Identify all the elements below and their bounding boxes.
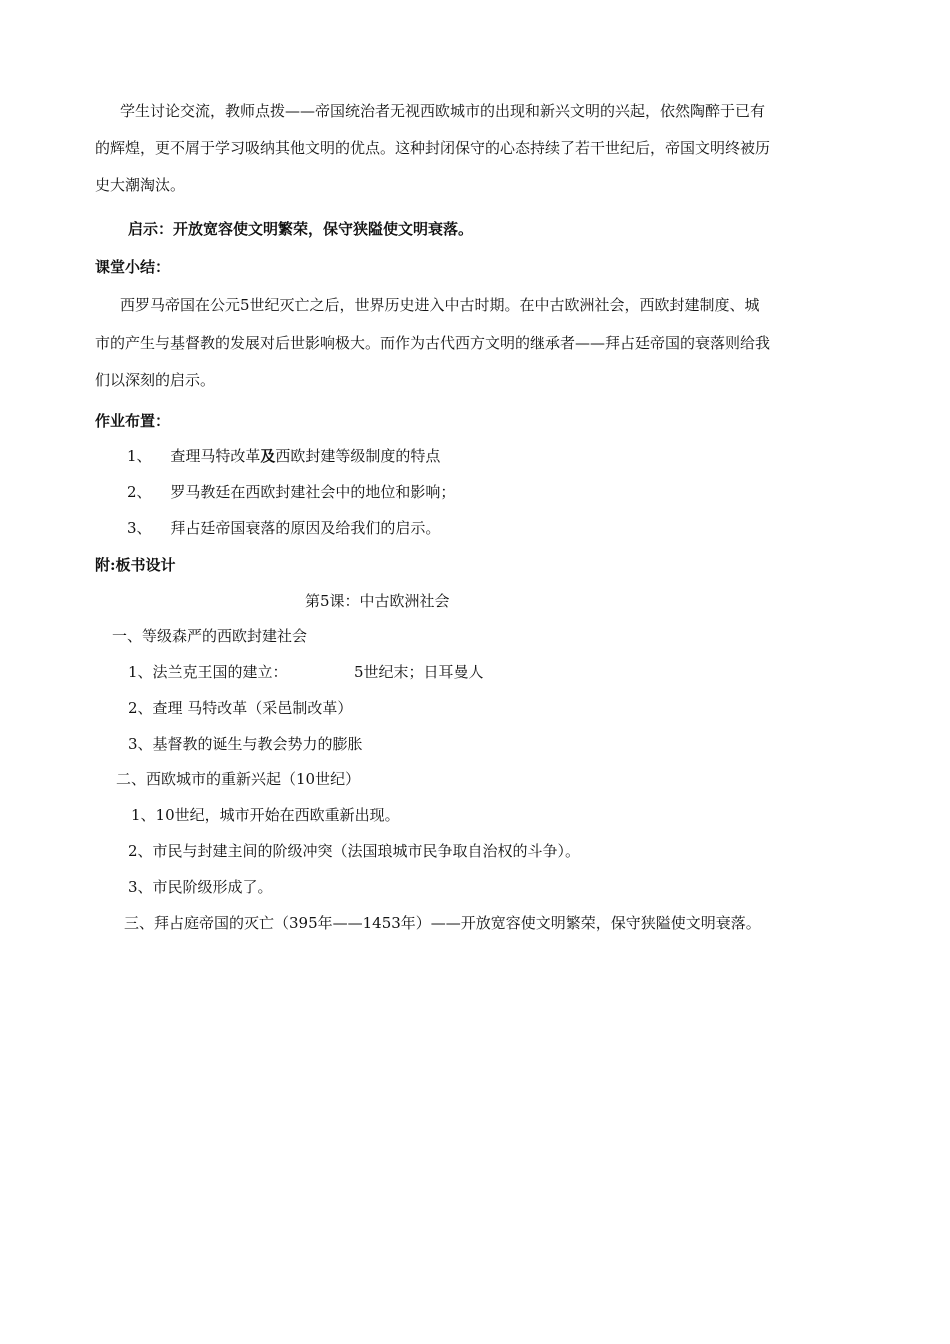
board-item-label: 1、法兰克王国的建立： bbox=[128, 663, 288, 681]
homework-item-number: 1、 bbox=[127, 447, 152, 465]
homework-item-3 bbox=[127, 518, 440, 538]
homework-item-bold: 及 bbox=[260, 447, 276, 465]
homework-item-text: 查理马特改革 bbox=[170, 447, 261, 465]
summary-line-2: 市的产生与基督教的发展对后世影响极大。而作为古代西方文明的继承者——拜占廷帝国的衰落则给我 bbox=[95, 334, 771, 352]
homework-item-1 bbox=[127, 446, 440, 466]
discussion-line-1: 学生讨论交流，教师点拨——帝国统治者无视西欧城市的出现和新兴文明的兴起，依然陶醉于已有 bbox=[120, 102, 766, 120]
insight-text: 启示：开放宽容使文明繁荣，保守狭隘使文明衰落。 bbox=[128, 220, 474, 238]
summary-line-3: 们以深刻的启示。 bbox=[95, 371, 216, 389]
board-item-2-1: 1、10世纪，城市开始在西欧重新出现。 bbox=[131, 806, 400, 824]
board-title: 第5课：中古欧洲社会 bbox=[305, 592, 450, 610]
board-item-2-3: 3、市民阶级形成了。 bbox=[128, 878, 273, 896]
board-item-detail: 5世纪末；日耳曼人 bbox=[354, 663, 484, 681]
summary-line-1: 西罗马帝国在公元5世纪灭亡之后，世界历史进入中古时期。在中古欧洲社会，西欧封建制度、城 bbox=[120, 296, 760, 314]
board-item-1-3: 3、基督教的诞生与教会势力的膨胀 bbox=[128, 735, 363, 753]
board-item-1-2: 2、查理 马特改革（采邑制改革） bbox=[128, 699, 353, 717]
homework-item-number: 3、 bbox=[127, 519, 152, 537]
homework-item-text-rest: 西欧封建等级制度的特点 bbox=[275, 447, 441, 465]
board-heading: 附:板书设计 bbox=[95, 556, 176, 574]
discussion-line-2: 的辉煌，更不屑于学习吸纳其他文明的优点。这种封闭保守的心态持续了若干世纪后，帝国文明终被历 bbox=[95, 139, 771, 157]
homework-item-text: 罗马教廷在西欧封建社会中的地位和影响； bbox=[170, 483, 456, 501]
homework-item-text: 拜占廷帝国衰落的原因及给我们的启示。 bbox=[170, 519, 441, 537]
board-item-1-1 bbox=[128, 662, 484, 682]
board-section-2: 二、西欧城市的重新兴起（10世纪） bbox=[116, 770, 361, 788]
summary-heading: 课堂小结： bbox=[95, 258, 171, 276]
homework-item-number: 2、 bbox=[127, 483, 152, 501]
homework-item-2 bbox=[127, 482, 455, 502]
discussion-line-3: 史大潮淘汰。 bbox=[95, 176, 186, 194]
board-section-1: 一、等级森严的西欧封建社会 bbox=[112, 627, 308, 645]
board-section-3: 三、拜占庭帝国的灭亡（395年——1453年）——开放宽容使文明繁荣，保守狭隘使文明衰落。 bbox=[124, 914, 761, 932]
board-item-2-2: 2、市民与封建主间的阶级冲突（法国琅城市民争取自治权的斗争）。 bbox=[128, 842, 581, 860]
homework-heading: 作业布置： bbox=[95, 412, 171, 430]
